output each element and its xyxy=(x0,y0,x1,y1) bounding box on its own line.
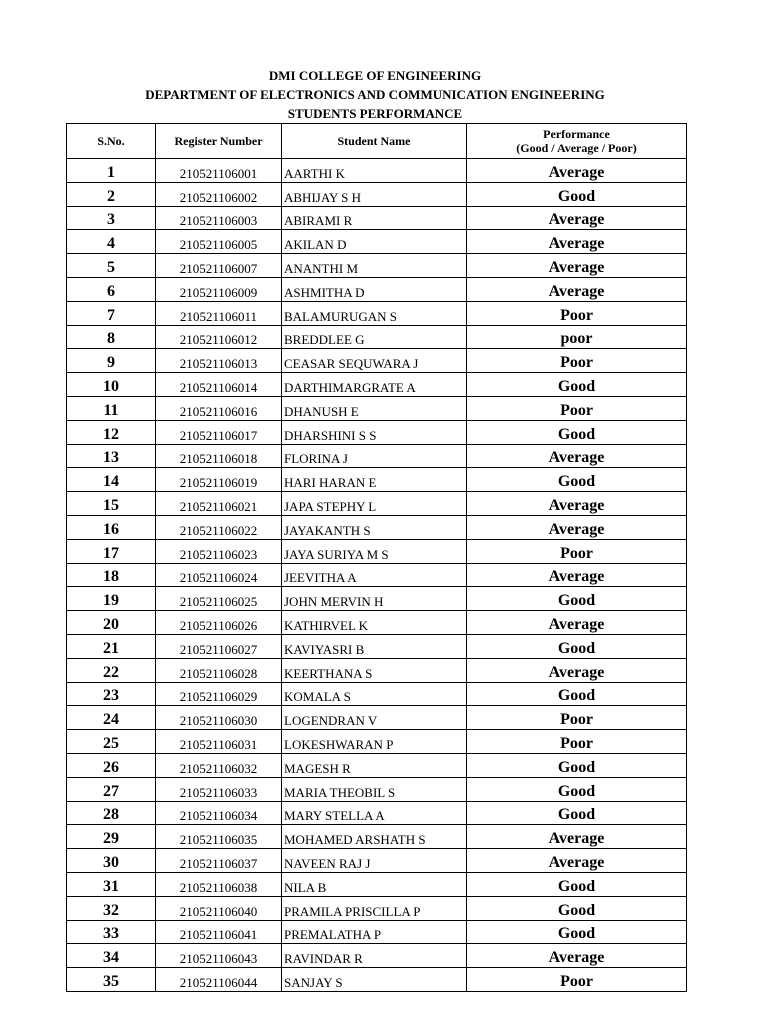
cell-register-number: 210521106035 xyxy=(156,825,282,849)
cell-register-number: 210521106025 xyxy=(156,587,282,611)
cell-sno: 17 xyxy=(67,539,156,563)
cell-student-name: AKILAN D xyxy=(282,230,467,254)
college-name: DMI COLLEGE OF ENGINEERING xyxy=(268,68,482,83)
cell-register-number: 210521106043 xyxy=(156,944,282,968)
cell-register-number: 210521106017 xyxy=(156,420,282,444)
cell-sno: 27 xyxy=(67,777,156,801)
table-row xyxy=(67,825,687,849)
cell-sno: 20 xyxy=(67,611,156,635)
cell-student-name: NILA B xyxy=(282,872,467,896)
table-body xyxy=(67,159,687,992)
cell-performance: Good xyxy=(467,634,687,658)
cell-sno: 10 xyxy=(67,373,156,397)
cell-sno: 4 xyxy=(67,230,156,254)
cell-sno: 16 xyxy=(67,515,156,539)
cell-performance: Poor xyxy=(467,730,687,754)
cell-sno: 30 xyxy=(67,849,156,873)
cell-performance: Poor xyxy=(467,539,687,563)
cell-sno: 5 xyxy=(67,254,156,278)
cell-register-number: 210521106041 xyxy=(156,920,282,944)
cell-register-number: 210521106040 xyxy=(156,896,282,920)
cell-sno: 21 xyxy=(67,634,156,658)
cell-register-number: 210521106028 xyxy=(156,658,282,682)
cell-performance: Good xyxy=(467,373,687,397)
table-row xyxy=(67,706,687,730)
cell-performance: Average xyxy=(467,944,687,968)
cell-performance: Good xyxy=(467,587,687,611)
cell-performance: Good xyxy=(467,872,687,896)
cell-sno: 31 xyxy=(67,872,156,896)
cell-student-name: MARIA THEOBIL S xyxy=(282,777,467,801)
cell-register-number: 210521106014 xyxy=(156,373,282,397)
table-row xyxy=(67,611,687,635)
table-row xyxy=(67,373,687,397)
cell-register-number: 210521106003 xyxy=(156,206,282,230)
cell-student-name: ANANTHI M xyxy=(282,254,467,278)
table-row xyxy=(67,777,687,801)
cell-sno: 32 xyxy=(67,896,156,920)
table-row xyxy=(67,658,687,682)
cell-performance: Average xyxy=(467,444,687,468)
cell-student-name: AARTHI K xyxy=(282,159,467,183)
table-row xyxy=(67,563,687,587)
cell-sno: 12 xyxy=(67,420,156,444)
cell-performance: Good xyxy=(467,420,687,444)
cell-performance: Average xyxy=(467,563,687,587)
table-row xyxy=(67,801,687,825)
cell-performance: Good xyxy=(467,468,687,492)
table-row xyxy=(67,420,687,444)
cell-sno: 18 xyxy=(67,563,156,587)
cell-sno: 22 xyxy=(67,658,156,682)
cell-student-name: DARTHIMARGRATE A xyxy=(282,373,467,397)
cell-sno: 35 xyxy=(67,968,156,992)
cell-performance: Good xyxy=(467,753,687,777)
cell-sno: 9 xyxy=(67,349,156,373)
cell-register-number: 210521106022 xyxy=(156,515,282,539)
table-row xyxy=(67,920,687,944)
table-row xyxy=(67,539,687,563)
cell-register-number: 210521106032 xyxy=(156,753,282,777)
table-row xyxy=(67,254,687,278)
cell-performance: Average xyxy=(467,515,687,539)
table-row xyxy=(67,944,687,968)
cell-register-number: 210521106011 xyxy=(156,301,282,325)
table-row xyxy=(67,515,687,539)
cell-sno: 7 xyxy=(67,301,156,325)
cell-sno: 2 xyxy=(67,182,156,206)
cell-performance: Average xyxy=(467,277,687,301)
cell-performance: Average xyxy=(467,159,687,183)
performance-label: Performance xyxy=(543,127,610,141)
cell-sno: 8 xyxy=(67,325,156,349)
column-header-register: Register Number xyxy=(156,124,282,159)
cell-student-name: MOHAMED ARSHATH S xyxy=(282,825,467,849)
document-header xyxy=(0,66,750,123)
cell-student-name: FLORINA J xyxy=(282,444,467,468)
cell-performance: Good xyxy=(467,777,687,801)
cell-register-number: 210521106029 xyxy=(156,682,282,706)
cell-student-name: MAGESH R xyxy=(282,753,467,777)
cell-sno: 19 xyxy=(67,587,156,611)
table-row xyxy=(67,206,687,230)
cell-register-number: 210521106013 xyxy=(156,349,282,373)
column-header-sno: S.No. xyxy=(67,124,156,159)
cell-performance: Average xyxy=(467,658,687,682)
table-header-row xyxy=(67,124,687,159)
cell-student-name: JEEVITHA A xyxy=(282,563,467,587)
document-title: STUDENTS PERFORMANCE xyxy=(287,106,463,121)
cell-register-number: 210521106005 xyxy=(156,230,282,254)
performance-sublabel: (Good / Average / Poor) xyxy=(516,141,637,155)
cell-sno: 24 xyxy=(67,706,156,730)
cell-performance: Good xyxy=(467,182,687,206)
cell-register-number: 210521106019 xyxy=(156,468,282,492)
cell-sno: 6 xyxy=(67,277,156,301)
cell-register-number: 210521106012 xyxy=(156,325,282,349)
cell-register-number: 210521106023 xyxy=(156,539,282,563)
cell-register-number: 210521106034 xyxy=(156,801,282,825)
cell-register-number: 210521106016 xyxy=(156,396,282,420)
table-row xyxy=(67,468,687,492)
cell-student-name: PREMALATHA P xyxy=(282,920,467,944)
cell-student-name: BREDDLEE G xyxy=(282,325,467,349)
cell-register-number: 210521106044 xyxy=(156,968,282,992)
cell-student-name: ASHMITHA D xyxy=(282,277,467,301)
cell-sno: 11 xyxy=(67,396,156,420)
cell-performance: Average xyxy=(467,849,687,873)
cell-student-name: JAYAKANTH S xyxy=(282,515,467,539)
cell-sno: 14 xyxy=(67,468,156,492)
cell-performance: Good xyxy=(467,896,687,920)
cell-register-number: 210521106033 xyxy=(156,777,282,801)
cell-sno: 25 xyxy=(67,730,156,754)
cell-register-number: 210521106031 xyxy=(156,730,282,754)
cell-performance: poor xyxy=(467,325,687,349)
cell-performance: Poor xyxy=(467,301,687,325)
cell-sno: 33 xyxy=(67,920,156,944)
cell-register-number: 210521106009 xyxy=(156,277,282,301)
table-row xyxy=(67,634,687,658)
table-row xyxy=(67,159,687,183)
cell-register-number: 210521106030 xyxy=(156,706,282,730)
cell-register-number: 210521106002 xyxy=(156,182,282,206)
table-row xyxy=(67,396,687,420)
table-row xyxy=(67,182,687,206)
cell-student-name: RAVINDAR R xyxy=(282,944,467,968)
cell-student-name: LOKESHWARAN P xyxy=(282,730,467,754)
table-row xyxy=(67,849,687,873)
cell-student-name: JAYA SURIYA M S xyxy=(282,539,467,563)
table-row xyxy=(67,730,687,754)
cell-register-number: 210521106027 xyxy=(156,634,282,658)
cell-performance: Average xyxy=(467,611,687,635)
cell-register-number: 210521106018 xyxy=(156,444,282,468)
cell-performance: Poor xyxy=(467,349,687,373)
cell-sno: 15 xyxy=(67,492,156,516)
cell-sno: 26 xyxy=(67,753,156,777)
cell-performance: Average xyxy=(467,230,687,254)
cell-performance: Poor xyxy=(467,706,687,730)
table-row xyxy=(67,325,687,349)
cell-sno: 13 xyxy=(67,444,156,468)
cell-register-number: 210521106037 xyxy=(156,849,282,873)
cell-register-number: 210521106007 xyxy=(156,254,282,278)
column-header-performance xyxy=(467,124,687,159)
department-name: DEPARTMENT OF ELECTRONICS AND COMMUNICATION ENGINEERING xyxy=(145,87,605,102)
table-row xyxy=(67,301,687,325)
cell-student-name: KEERTHANA S xyxy=(282,658,467,682)
cell-student-name: DHANUSH E xyxy=(282,396,467,420)
cell-student-name: KATHIRVEL K xyxy=(282,611,467,635)
table-row xyxy=(67,753,687,777)
cell-student-name: JAPA STEPHY L xyxy=(282,492,467,516)
cell-register-number: 210521106038 xyxy=(156,872,282,896)
cell-sno: 1 xyxy=(67,159,156,183)
column-header-name: Student Name xyxy=(282,124,467,159)
cell-performance: Good xyxy=(467,801,687,825)
cell-student-name: ABIRAMI R xyxy=(282,206,467,230)
cell-register-number: 210521106001 xyxy=(156,159,282,183)
cell-student-name: LOGENDRAN V xyxy=(282,706,467,730)
cell-register-number: 210521106026 xyxy=(156,611,282,635)
cell-student-name: HARI HARAN E xyxy=(282,468,467,492)
cell-performance: Poor xyxy=(467,968,687,992)
cell-student-name: NAVEEN RAJ J xyxy=(282,849,467,873)
cell-student-name: KAVIYASRI B xyxy=(282,634,467,658)
table-row xyxy=(67,349,687,373)
table-row xyxy=(67,968,687,992)
cell-sno: 3 xyxy=(67,206,156,230)
cell-sno: 23 xyxy=(67,682,156,706)
table-row xyxy=(67,230,687,254)
cell-performance: Average xyxy=(467,492,687,516)
table-row xyxy=(67,492,687,516)
table-row xyxy=(67,444,687,468)
cell-performance: Average xyxy=(467,825,687,849)
table-row xyxy=(67,896,687,920)
cell-student-name: PRAMILA PRISCILLA P xyxy=(282,896,467,920)
cell-sno: 28 xyxy=(67,801,156,825)
cell-register-number: 210521106024 xyxy=(156,563,282,587)
cell-student-name: MARY STELLA A xyxy=(282,801,467,825)
table-row xyxy=(67,277,687,301)
cell-student-name: BALAMURUGAN S xyxy=(282,301,467,325)
cell-student-name: KOMALA S xyxy=(282,682,467,706)
cell-student-name: SANJAY S xyxy=(282,968,467,992)
table-row xyxy=(67,872,687,896)
cell-performance: Poor xyxy=(467,396,687,420)
cell-sno: 29 xyxy=(67,825,156,849)
cell-student-name: DHARSHINI S S xyxy=(282,420,467,444)
cell-register-number: 210521106021 xyxy=(156,492,282,516)
cell-student-name: ABHIJAY S H xyxy=(282,182,467,206)
cell-performance: Average xyxy=(467,206,687,230)
cell-student-name: JOHN MERVIN H xyxy=(282,587,467,611)
cell-student-name: CEASAR SEQUWARA J xyxy=(282,349,467,373)
table-row xyxy=(67,682,687,706)
cell-performance: Average xyxy=(467,254,687,278)
cell-performance: Good xyxy=(467,920,687,944)
cell-performance: Good xyxy=(467,682,687,706)
cell-sno: 34 xyxy=(67,944,156,968)
table-row xyxy=(67,587,687,611)
performance-table xyxy=(66,123,687,992)
